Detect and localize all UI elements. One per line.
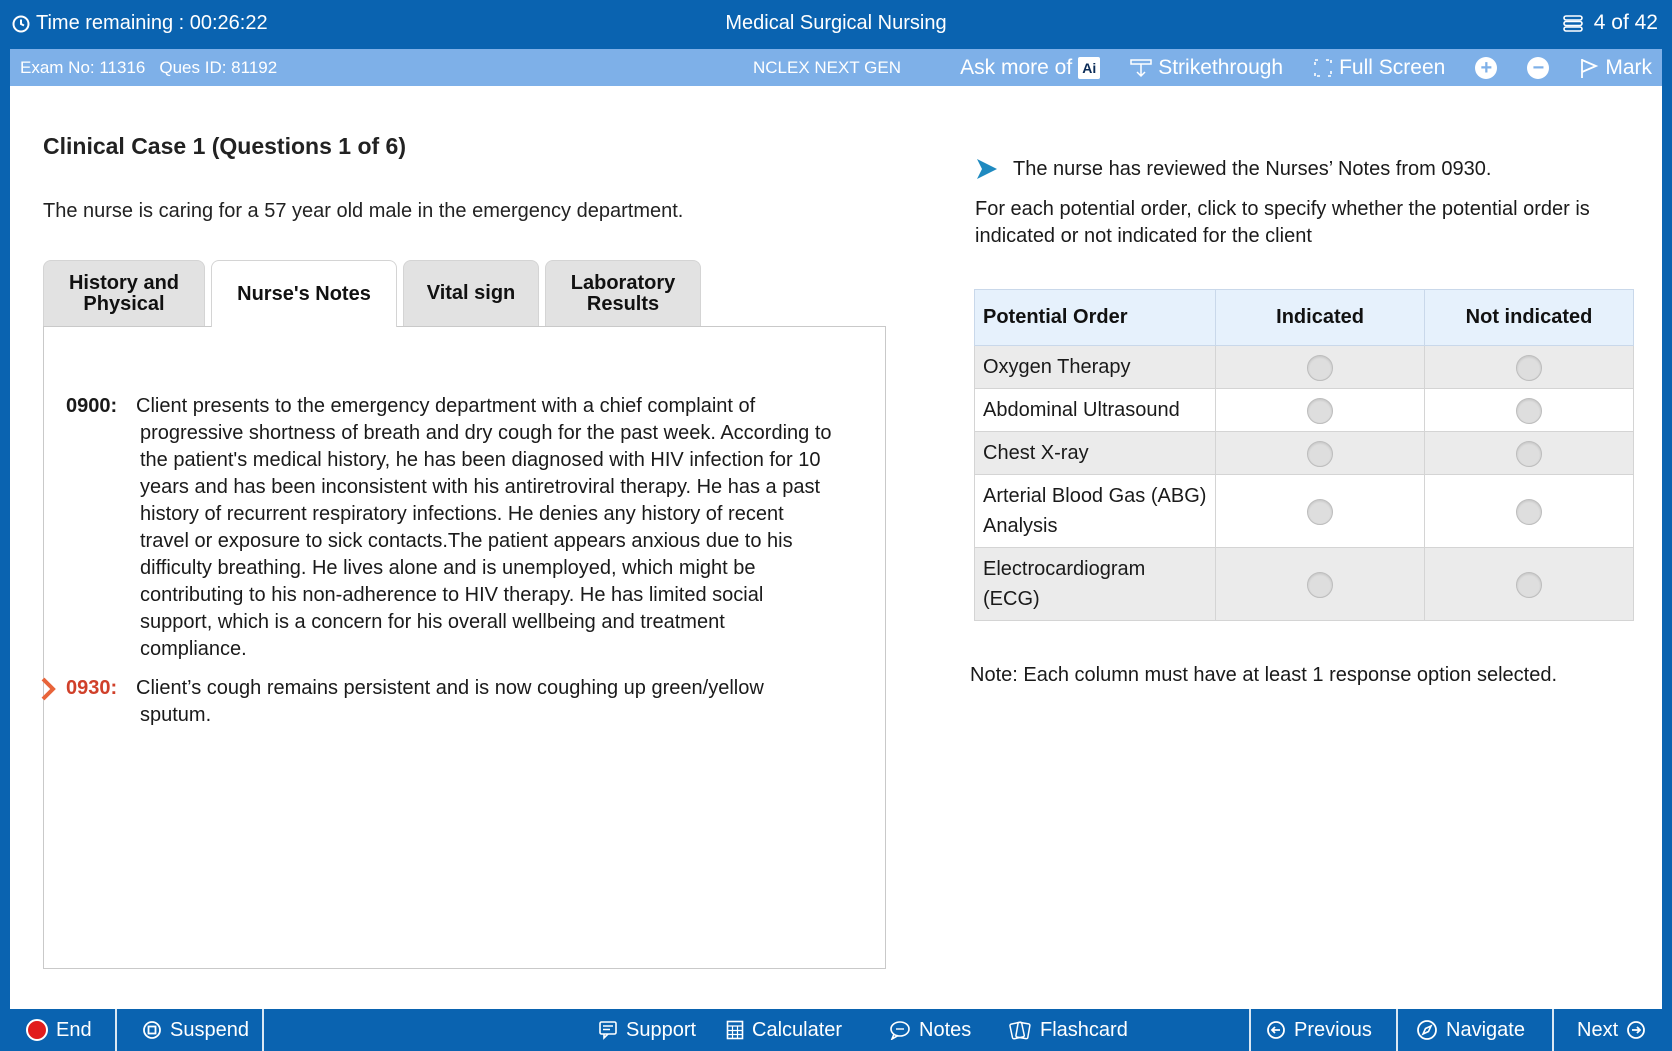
end-label: End [56,1018,92,1041]
notes-label: Notes [919,1018,972,1041]
exam-title: Medical Surgical Nursing [725,12,947,34]
ask-ai-label: Ask more of [960,55,1073,79]
note-text: Client presents to the emergency department with a chief complaint of progressive shortness of breath and dry cough for the past week. According to the patient's medical history, he has been diagnosed with HIV infection for 10 years and has been inconsistent with his antiretroviral therapy. He has a past history of recurrent respiratory infections. He denies any history of recent travel or exposure to sick contacts.The patient appears anxious due to his difficulty breathing. He lives alone and is unemployed, which might be contributing to his non-adherence to HIV therapy. He has limited social support, which is a concern for his overall wellbeing and treatment compliance. [136,395,832,660]
speech-bubble-icon [889,1020,911,1040]
table-header-row [975,290,1634,346]
reviewed-text: The nurse has reviewed the Nurses’ Notes from 0930. [1013,157,1492,180]
timer [12,12,268,35]
previous-label: Previous [1294,1018,1372,1041]
bottom-navigation-bar [0,1009,1672,1051]
counter-label: 4 of 42 [1593,11,1658,34]
next-button[interactable] [1577,1009,1646,1051]
tab-label: History and [68,271,180,294]
tab-nurses-notes[interactable] [211,260,397,327]
order-label: Electrocardiogram (ECG) [975,548,1216,621]
flashcard-button[interactable] [1008,1009,1128,1051]
chevron-right-icon [40,677,56,701]
case-intro: The nurse is caring for a 57 year old male in the emergency department. [43,200,684,222]
exam-number: Exam No: 11316 [20,58,146,77]
divider [262,1009,264,1051]
question-instruction: For each potential order, click to specify whether the potential order is indicated or not indicated for the client [975,198,1590,247]
stack-icon [1562,14,1584,32]
question-id: Ques ID: 81192 [159,58,278,77]
potential-orders-table [974,289,1634,621]
divider [1249,1009,1251,1051]
exam-toolbar [10,49,1662,86]
indicated-radio[interactable] [1307,355,1333,381]
case-tabs [43,260,701,327]
flashcard-label: Flashcard [1040,1018,1128,1041]
mark-button[interactable] [1579,56,1652,80]
indicated-radio[interactable] [1307,572,1333,598]
right-frame [1662,49,1672,1009]
arrow-left-circle-icon [1266,1020,1286,1040]
left-frame [0,49,10,1009]
column-header: Indicated [1216,290,1425,346]
table-row [975,389,1634,432]
strikethrough-icon [1130,58,1152,78]
timer-label: Time remaining : 00:26:22 [36,12,268,34]
divider [1396,1009,1398,1051]
strikethrough-button[interactable] [1130,56,1283,80]
selection-note: Note: Each column must have at least 1 response option selected. [970,664,1558,686]
fullscreen-label: Full Screen [1339,55,1446,79]
not-indicated-radio[interactable] [1516,441,1542,467]
compass-icon [1416,1019,1438,1041]
calculator-button[interactable] [726,1009,842,1051]
tab-label: Vital sign [426,282,516,304]
indicated-radio[interactable] [1307,441,1333,467]
table-row [975,346,1634,389]
stop-icon [26,1019,48,1041]
tab-vital-sign[interactable] [403,260,539,326]
nurses-notes-panel [43,326,886,969]
suspend-label: Suspend [170,1018,249,1041]
note-text: Client’s cough remains persistent and is now coughing up green/yellow sputum. [136,677,764,726]
not-indicated-radio[interactable] [1516,398,1542,424]
support-button[interactable] [598,1009,696,1051]
arrow-right-circle-icon [1626,1020,1646,1040]
next-label: Next [1577,1018,1619,1041]
ai-badge-icon: Ai [1078,57,1100,79]
reviewed-statement [975,157,1491,181]
question-counter [1562,11,1658,35]
tab-label: Results [586,292,660,315]
previous-button[interactable] [1266,1009,1372,1051]
column-header: Potential Order [975,290,1216,346]
not-indicated-radio[interactable] [1516,572,1542,598]
case-title: Clinical Case 1 (Questions 1 of 6) [43,133,406,159]
tab-history-physical[interactable] [43,260,205,326]
zoom-out-button[interactable]: − [1527,57,1549,79]
clock-icon [12,15,30,33]
chat-icon [598,1020,618,1040]
navigate-label: Navigate [1446,1018,1525,1041]
nclex-label: NCLEX NEXT GEN [753,58,902,77]
flag-icon [1579,57,1599,79]
divider [1552,1009,1554,1051]
indicated-radio[interactable] [1307,398,1333,424]
not-indicated-radio[interactable] [1516,355,1542,381]
calculator-icon [726,1020,744,1040]
order-label: Oxygen Therapy [975,346,1216,389]
zoom-in-button[interactable]: + [1475,57,1497,79]
order-label: Abdominal Ultrasound [975,389,1216,432]
flashcard-icon [1008,1020,1032,1040]
tab-label: Laboratory [570,271,676,294]
table-row [975,432,1634,475]
column-header: Not indicated [1425,290,1634,346]
fullscreen-button[interactable] [1313,56,1445,80]
pointer-arrow-icon [975,157,999,181]
suspend-icon [142,1020,162,1040]
table-row [975,548,1634,621]
indicated-radio[interactable] [1307,499,1333,525]
tab-laboratory-results[interactable] [545,260,701,326]
order-label: Chest X-ray [975,432,1216,475]
note-time: 0900: [66,395,118,417]
title-bar [0,0,1672,49]
mark-label: Mark [1605,55,1652,79]
tab-label: Nurse's Notes [237,282,371,305]
tab-label: Physical [83,292,165,315]
strikethrough-label: Strikethrough [1158,55,1284,79]
table-row [975,475,1634,548]
divider [115,1009,117,1051]
notes-button[interactable] [889,1009,971,1051]
order-label: Arterial Blood Gas (ABG) Analysis [975,475,1216,548]
suspend-button[interactable] [142,1009,249,1051]
fullscreen-icon [1313,58,1333,78]
note-time: 0930: [66,677,118,699]
not-indicated-radio[interactable] [1516,499,1542,525]
ask-ai-button[interactable] [960,56,1100,80]
end-button[interactable] [26,1009,92,1051]
support-label: Support [626,1018,697,1041]
calculator-label: Calculater [752,1018,843,1041]
navigate-button[interactable] [1416,1009,1525,1051]
